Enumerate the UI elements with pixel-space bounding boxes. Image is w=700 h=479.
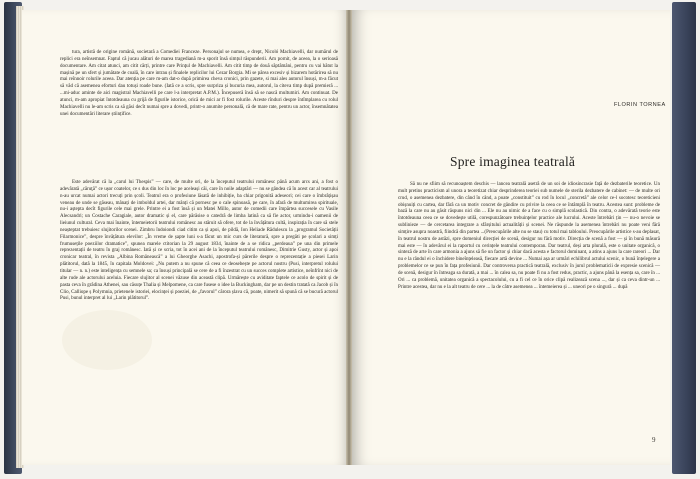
left-page-paragraph-2 [60,180,338,303]
page-number: 9 [652,436,656,444]
article-title: Spre imaginea teatrală [450,154,576,169]
left-page-paragraph-1 [60,50,338,118]
left-page [22,10,348,465]
right-page [352,10,670,465]
paragraph-text: tura, artistă de origine română, societară a Comediei Franceze. Personajul se numea, e drept, Nicoló Machiavelli, dar numărul de replici era neînsemnat. Faptul că jucau alături de marea tragediană m-a sporit însă simțul răspunderii. Am pornit, de aceea, la o serioasă documentare. Am citat atunci, am citit cărți, printre care Prinţul de Machiavelli. Am citit timp de două săptămâni, pentru cu vai hătut la mașină pe un sfert și jumătate de coală, în care intrau și finalele replicilor lui Cezar Borgia. Mi se părea excesiv și bizarem hotărirea să nu mai reînnoir rolurile aceea. Dar atenția pe care m-am dat-o după primirea cheva cronici, prin gazete, si mai ales autorul însuși, m-a făcut să văd că asemenea eforturi dau totuși roade bune. (Iată ce a scris, spre surpriza și bucuria mea, autorul, la citeva timp după premieră ... ...mi-aduc aminte de aici magistral Machiavelli pe care l-a interpretat A.P.M.). Începuseră însă să se nască multumiri. Am continuat. De atunci, m-am apropiat întotdeauna cu grijă de figurile istorice, orică de mici ar fi fost rolurile. Aceste rînduri despre întîmplarea cu rolul Machiavelli nu le-am scris ca să găsi decît numai spre a dovedi, printr-o anumite personală, că de mare rate, pentru un actor, însemnătatea unei documentări literare științifice. [60,50,338,117]
paragraph-text: Este adevărat că la „carul lui Thespis” — care, de multe ori, de la începutul teatrului românesc până acum arcs ani, a fost o adevărată „căruţă” ce ușor coatelor, ce s dus din loc în loc pe aceleași căi, care în noile adaptări — nu se gândea că în acest car al teatrului n-au urcat numai actori trecuți prin școli. Teatrul era o profesiune lăsată de inhibiție, ba chiar prigonită adeseori; cei care o îmbrățișau veneau de unde se găseau, mânați de imboldul artei, dar mânți că pornesc pe o cale spinoasă, pe care, în afară de multumirea spirituale, nu-i aștepta decît figurile cele mai grele. Printre ei a fost însă și un Matei Millo, autor de comedii care împărtea succesele cu Vasile Alecsandri; un Costache Caragiale, autor dramatic și el, care părăsise o catedră de limba latină ca să fie actor, urmindu-i oamenii de lieiunul cultural. Ceva mai înainte, întemeietorii teatrului românesc au stăruit să ofere, tot de la învățătura cultă, inspirația în care să stele neașteptat trebuiesc slujitorilor scenei. Zimbru îndoiondi ciad citim ca și apoi, de pildă, Ion Heliade Rădulescu la „programul Societății Filarmonice”, despre învățătura elevilor: „În vreme de șapte luni s-a făcut un mic curs de literatură, spre a pregăti pe școlari a simți frumusețile poeziilor dramatice”, spunea marele ctitorian la 29 august 1834, înainte de a se ridica „perdeaua” pe una din primele reprezentații de teatru în graj românesc. Iată și ce scria, tot în acei ani de la începutul teatrului românesc, Dimitrie Gusty, actor și apoi cronicar teatral, în revista „Albina Românească” a lui Gheorghe Asachi, apostrofa-și părerile despre o reprezentație a piesei Larin plătitorul, dată la 1845, în capitala Moldovei: „Nu putem a nu spune că ceea ce deosebește pe actorul nostru (Pusi, interpretul rolului titular — n. n.) este inteligența cu semnele sa; ca însuși principală se cere de a fi înzestrat cu un succes complete artistice, neînfrînt nici de alte rude ale actorului aceluia. Fiecare slujitor al scenei văzuse din această clipă. Urmărește cu aviditate faptele ce acolo de spirit și de pasta ceva în grădina Athenei, sau căsuțe Thalia și Melpomene, ca care fusese o idee la Buckingham, dar pe un destin tratată ca Jacob și în Clio, Calliope ș Polymnia, prietenele istoriei, elocinței și poeziei, de „favorul” cărora șlava că, poate, nimerit să spună că se bucură actorul Pusi, bunul interpret al lui „Larin plătitorul”. [60,180,338,302]
paragraph-text: Să nu ne sfiim să recunoaștem deschis — lancea teatrală asetră de un soi de idiosincrasie față de dezbaterile teoretice. Un mult pretins practicism al unora a teoretizat chiar desprinderea teoriei sub numele de sterila dezbatere de cabinet: — de multe ori crud, o asemenea dezbatere, din când în când, a poate „constituit” cu rod în locul „concretă” ale celor ce-l socotesc teoreticieni obișnuiți cu cartea, dar fără ca un motiv concret de gândire cu privire la ceea ce se întâmplă în teatru. Acestea sunt: probleme de bază la care nu au găsit răspuns nici din ... Ele nu au nimic de a face cu o simplă scolastică. Din contra, o adevărată teorie este întotdeauna ceea ce se dovedește utilă, corespunzătoare trebuinţelor practice ale lucrului. Aceste întrebări țin — nu-o nevoie se sublinieze — de cercetarea integrare a sfârșitului actualității și scenei. Ne răspunde la asemenea întrebări nu poate veni fără simțire asupra noastră, fiindcă din partea ...(Preocupările alte nu se stau) cu totul mai tabloului. Preocupările artistice s-au deplasat, în teatrul nostru de astăzi, spre domeniul direcției de scenă, desigur nu fără motiv. Direcția de scenă a fost — și în bună măsură mai este — în adevărul ei la raportul cu cerințele teatrului contemporan. Dar teatrul, deși arta plurală, este o unitate organică, o sinteză de arte în care armonia a ajuns să fie un factor și chiar dacă acesta e factorul dominant, a atins a ajuns la care rareori ... Dar nu e la rândul ei o închidere bineînțeleasă, fiecare artă devine ... Numai așa ar urmări echilibrul actului scenic, o bună înțelegere a problemelor ce se pun în fața profesiunii. Dar controversa practică teatrală, exclusiv în jurul problematicii de expresie scenică — de scenă, desigur în întreaga sa durată, a mai ... în calea sa, nu poate fi nu a fost redus, practic, a ajuns până la esența sa, care în ... Ori ... ca problemă, unitatea organică a spectacolului, cu a fi cel ce în orice clipă realizează scena ..., dar și ca ceva dintr-un ... Printre acestea, dar nu e la alt teatru de cere ... la de către asemenea ... întemeierea și ... uneori pe o singură ... după [398,182,660,290]
paper-stain [62,310,152,370]
article-author: FLORIN TORNEA [614,102,666,108]
article-body [398,182,660,292]
book-cover-right [672,2,696,474]
